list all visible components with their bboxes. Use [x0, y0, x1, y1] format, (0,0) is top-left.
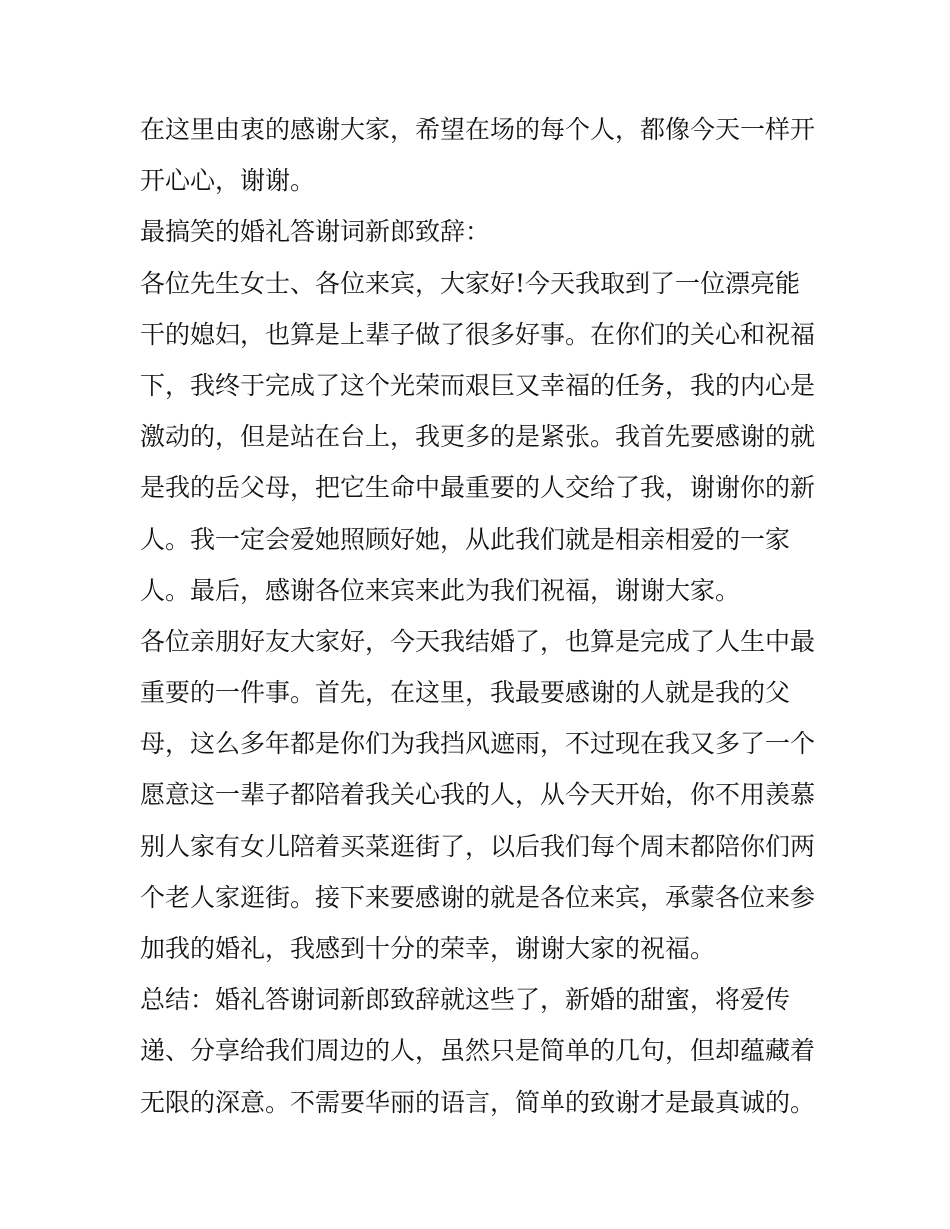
text-line: 愿意这一辈子都陪着我关心我的人，从今天开始，你不用羡慕 — [140, 780, 816, 810]
text-line: 母，这么多年都是你们为我挡风遮雨，不过现在我又多了一个 — [140, 729, 816, 759]
text-line: 下，我终于完成了这个光荣而艰巨又幸福的任务，我的内心是 — [140, 370, 816, 400]
text-line: 人。最后，感谢各位来宾来此为我们祝福，谢谢大家。 — [140, 575, 741, 605]
document-body — [140, 104, 820, 1128]
text-line: 别人家有女儿陪着买菜逛街了，以后我们每个周末都陪你们两 — [140, 831, 816, 861]
text-line: 各位先生女士、各位来宾，大家好!今天我取到了一位漂亮能 — [140, 268, 801, 298]
text-line: 各位亲朋好友大家好，今天我结婚了，也算是完成了人生中最 — [140, 626, 816, 656]
section-heading: 最搞笑的婚礼答谢词新郎致辞： — [140, 217, 491, 247]
text-line: 干的媳妇，也算是上辈子做了很多好事。在你们的关心和祝福 — [140, 319, 816, 349]
text-line: 重要的一件事。首先，在这里，我最要感谢的人就是我的父 — [140, 678, 791, 708]
text-line: 递、分享给我们周边的人，虽然只是简单的几句，但却蕴藏着 — [140, 1036, 816, 1066]
text-line: 总结：婚礼答谢词新郎致辞就这些了，新婚的甜蜜，将爱传 — [140, 985, 791, 1015]
text-line: 开心心，谢谢。 — [140, 166, 316, 196]
text-line: 个老人家逛街。接下来要感谢的就是各位来宾，承蒙各位来参 — [140, 882, 816, 912]
text-line: 无限的深意。不需要华丽的语言，简单的致谢才是最真诚的。 — [140, 1087, 816, 1117]
text-line: 是我的岳父母，把它生命中最重要的人交给了我，谢谢你的新 — [140, 473, 816, 503]
text-line: 加我的婚礼，我感到十分的荣幸，谢谢大家的祝福。 — [140, 934, 716, 963]
text-line: 在这里由衷的感谢大家，希望在场的每个人，都像今天一样开 — [140, 115, 816, 144]
text-line: 激动的，但是站在台上，我更多的是紧张。我首先要感谢的就 — [140, 422, 816, 452]
text-line: 人。我一定会爱她照顾好她，从此我们就是相亲相爱的一家 — [140, 524, 791, 554]
